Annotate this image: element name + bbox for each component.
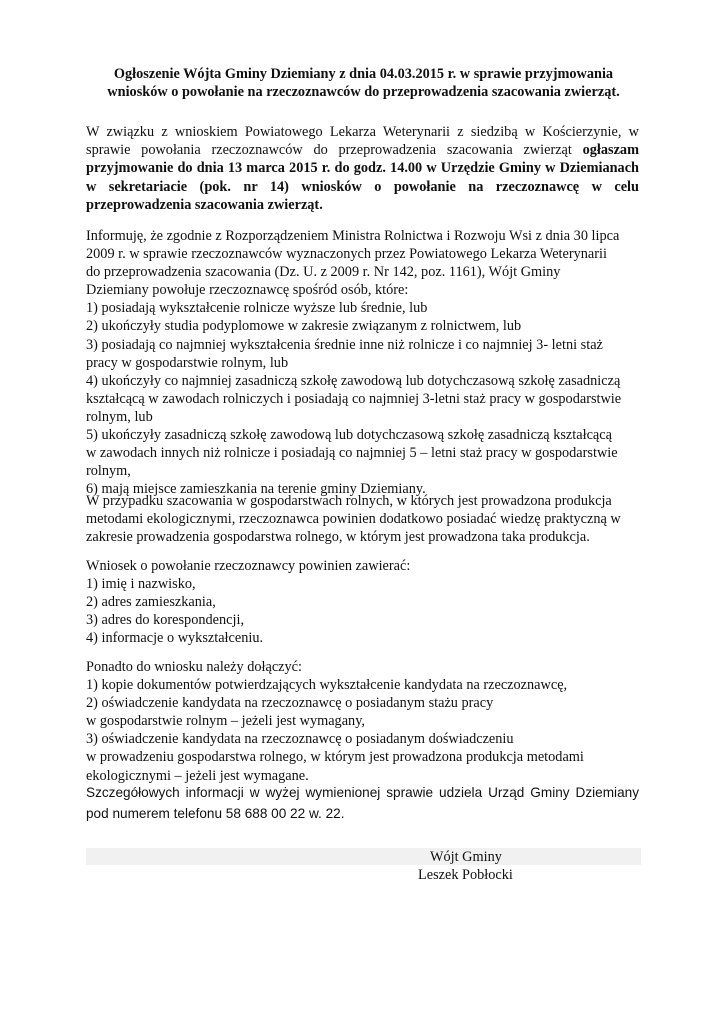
info-line: Informuję, że zgodnie z Rozporządzeniem Ministra Rolnictwa i Rozwoju Wsi z dnia 30 lipca <box>86 228 620 244</box>
info-line: 1) posiadają wykształcenie rolnicze wyższe lub średnie, lub <box>86 300 428 317</box>
attachments-list <box>86 658 646 785</box>
attachment-line: 2) oświadczenie kandydata na rzeczoznawcę o posiadanym stażu pracy <box>86 695 494 712</box>
info-line: kształcącą w zawodach rolniczych i posiadają co najmniej 3-letni staż pracy w gospodarstwie <box>86 390 622 407</box>
application-line: 2) adres zamieszkania, <box>86 594 216 611</box>
contact-paragraph: Szczegółowych informacji w wyżej wymienionej sprawie udziela Urząd Gminy Dziemiany pod numerem telefonu 58 688 00 22 w. 22. <box>86 785 639 821</box>
ecological-paragraph <box>86 492 646 546</box>
info-line: pracy w gospodarstwie rolnym, lub <box>86 354 289 371</box>
info-line: do przeprowadzenia szacowania (Dz. U. z 2009 r. Nr 142, poz. 1161), Wójt Gminy <box>86 264 561 281</box>
info-line: 2) ukończyły studia podyplomowe w zakresie związanym z rolnictwem, lub <box>86 318 522 335</box>
info-paragraph <box>86 227 646 498</box>
info-line: 3) posiadają co najmniej wykształcenia średnie inne niż rolnicze i co najmniej 3- letni staż <box>86 336 603 353</box>
heading-line: Ogłoszenie Wójta Gminy Dziemiany z dnia 04.03.2015 r. w sprawie przyjmowania <box>113 66 614 82</box>
ecological-line: zakresie prowadzenia gospodarstwa rolnego, w którym jest prowadzona taka produkcja. <box>86 529 590 546</box>
intro-bold-text: ogłaszam przyjmowanie do dnia 13 marca 2015 r. do godz. 14.00 w Urzędzie Gminy w Dziemianach w sekretariacie (pok. nr 14) wniosków o powołanie na rzeczoznawcę w celu przeprowadzenia szacowania zwierząt. <box>86 142 639 213</box>
attachment-line: w gospodarstwie rolnym – jeżeli jest wymagany, <box>86 713 365 730</box>
application-line: 3) adres do korespondencji, <box>86 612 245 629</box>
signature-name: Leszek Pobłocki <box>418 867 513 883</box>
intro-paragraph <box>86 123 639 214</box>
ecological-line: metodami ekologicznymi, rzeczoznawca powinien dodatkowo posiadać wiedzę praktyczną w <box>86 511 621 528</box>
info-line: 5) ukończyły zasadniczą szkołę zawodową lub dotychczasową szkołę zasadniczą kształcącą <box>86 427 612 444</box>
application-contents-list <box>86 557 646 647</box>
attachment-line: 3) oświadczenie kandydata na rzeczoznawcę o posiadanym doświadczeniu <box>86 731 514 748</box>
signature-block <box>418 848 618 884</box>
attachment-line: Ponadto do wniosku należy dołączyć: <box>86 659 302 675</box>
intro-text: W związku z wnioskiem Powiatowego Lekarza Weterynarii z siedzibą w Kościerzynie, w sprawie powołania rzeczoznawców do przeprowadzenia szacowania zwierząt <box>86 124 639 159</box>
info-line: 2009 r. w sprawie rzeczoznawców wyznaczonych przez Powiatowego Lekarza Weterynarii <box>86 246 607 263</box>
info-line: w zawodach innych niż rolnicze i posiadają co najmniej 5 – letni staż pracy w gospodarstwie <box>86 445 618 462</box>
attachment-line: 1) kopie dokumentów potwierdzających wykształcenie kandydata na rzeczoznawcę, <box>86 677 568 694</box>
info-line: Dziemiany powołuje rzeczoznawcę spośród osób, które: <box>86 282 409 299</box>
heading-line: wniosków o powołanie na rzeczoznawców do przeprowadzenia szacowania zwierząt. <box>107 84 620 100</box>
attachment-line: ekologicznymi – jeżeli jest wymagane. <box>86 767 309 784</box>
info-line: rolnym, lub <box>86 408 153 425</box>
attachment-line: w prowadzeniu gospodarstwa rolnego, w którym jest prowadzona produkcja metodami <box>86 749 584 766</box>
ecological-line: W przypadku szacowania w gospodarstwach rolnych, w których jest prowadzona produkcja <box>86 493 612 509</box>
info-line: 4) ukończyły co najmniej zasadniczą szkołę zawodową lub dotychczasową szkołę zasadniczą <box>86 372 621 389</box>
info-line: rolnym, <box>86 463 131 480</box>
signature-title: Wójt Gminy <box>430 849 502 865</box>
application-line: 1) imię i nazwisko, <box>86 576 196 593</box>
document-heading <box>86 65 641 101</box>
info-line: 6) mają miejsce zamieszkania na terenie gminy Dziemiany. <box>86 481 426 498</box>
application-line: 4) informacje o wykształceniu. <box>86 630 264 647</box>
application-line: Wniosek o powołanie rzeczoznawcy powinien zawierać: <box>86 558 411 574</box>
